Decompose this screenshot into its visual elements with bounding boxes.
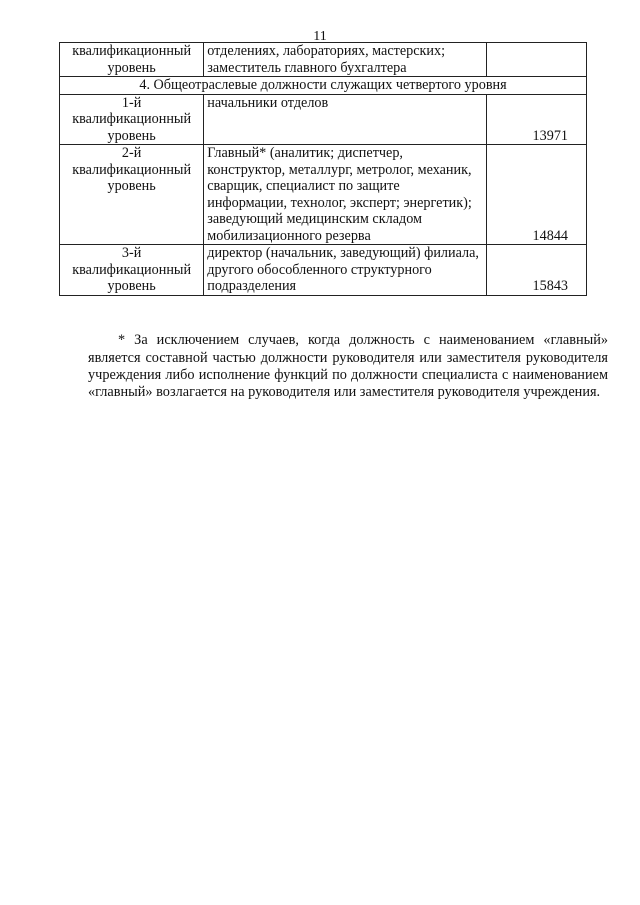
position-description-cell: начальники отделов [204, 94, 486, 145]
table-row [60, 145, 587, 245]
position-description-cell: директор (начальник, заведующий) филиала, другого обособленного структурного подразделения [204, 245, 486, 296]
qualification-level-cell: 2-й квалификационный уровень [60, 145, 204, 245]
table-row [60, 245, 587, 296]
table-row [60, 43, 587, 77]
qualification-level-cell: 3-й квалификационный уровень [60, 245, 204, 296]
salary-cell: 13971 [486, 94, 586, 145]
salary-cell: 14844 [486, 145, 586, 245]
salary-cell [486, 43, 586, 77]
section-title: 4. Общеотраслевые должности служащих четвертого уровня [60, 77, 587, 95]
page-number: 11 [313, 29, 327, 44]
section-header-row [60, 77, 587, 95]
salary-cell: 15843 [486, 245, 586, 296]
position-description-cell: Главный* (аналитик; диспетчер, конструктор, металлург, метролог, механик, сварщик, специалист по защите информации, технолог, эксперт; энергетик); заведующий медицинским складом мобилизационного резерва [204, 145, 486, 245]
position-description-cell: отделениях, лабораториях, мастерских; заместитель главного бухгалтера [204, 43, 486, 77]
qualification-table [59, 42, 587, 296]
qualification-level-cell: квалификационный уровень [60, 43, 204, 77]
footnote: * За исключением случаев, когда должность с наименованием «главный» является составной частью должности руководителя или заместителя руководителя учреждения либо исполнение функций по должности специалиста с наименованием «главный» возлагается на руководителя или заместителя руководителя учреждения. [88, 332, 608, 400]
table-row [60, 94, 587, 145]
qualification-level-cell: 1-й квалификационный уровень [60, 94, 204, 145]
